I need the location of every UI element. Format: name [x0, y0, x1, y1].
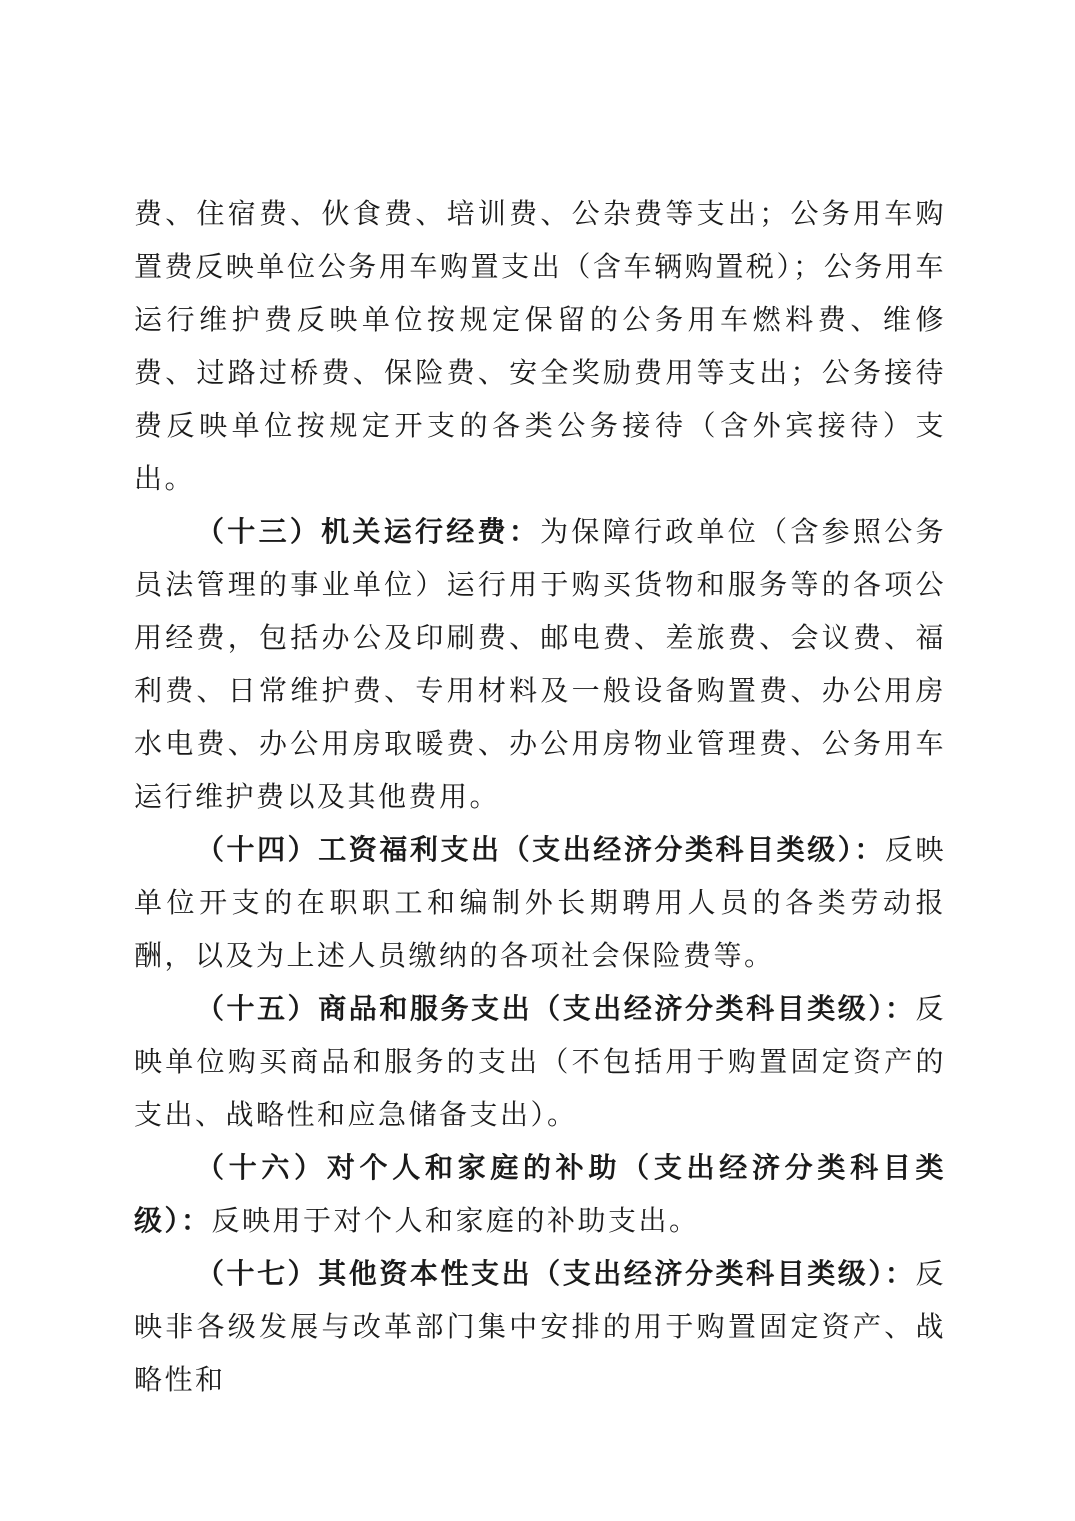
paragraph-text: 反映非各级发展与改革部门集中安排的用于购置固定资产、战略性和: [134, 1257, 946, 1396]
paragraph-text: 反映单位购买商品和服务的支出（不包括用于购置固定资产的支出、战略性和应急储备支出）。: [134, 992, 946, 1131]
paragraph-item-17: [134, 1247, 946, 1406]
paragraph-heading: （十四）工资福利支出（支出经济分类科目类级）：: [196, 833, 885, 866]
paragraph-text: 费、住宿费、伙食费、培训费、公杂费等支出；公务用车购置费反映单位公务用车购置支出（含车辆购置税）；公务用车运行维护费反映单位按规定保留的公务用车燃料费、维修费、过路过桥费、保险费、安全奖励费用等支出；公务接待费反映单位按规定开支的各类公务接待（含外宾接待）支出。: [134, 197, 946, 495]
paragraph-text: 为保障行政单位（含参照公务员法管理的事业单位）运行用于购买货物和服务等的各项公用经费，包括办公及印刷费、邮电费、差旅费、会议费、福利费、日常维护费、专用材料及一般设备购置费、办公用房水电费、办公用房取暖费、办公用房物业管理费、公务用车运行维护费以及其他费用。: [134, 515, 946, 813]
paragraph-continuation: [134, 187, 946, 505]
paragraph-item-15: [134, 982, 946, 1141]
paragraph-heading: （十七）其他资本性支出（支出经济分类科目类级）：: [196, 1257, 916, 1290]
paragraph-text: 反映用于对个人和家庭的补助支出。: [211, 1204, 700, 1237]
paragraph-heading: （十三）机关运行经费：: [196, 515, 541, 548]
paragraph-item-14: [134, 823, 946, 982]
paragraph-heading: （十六）对个人和家庭的补助（支出经济分类科目类级）：: [134, 1151, 946, 1237]
document-body: [134, 187, 946, 1406]
paragraph-item-13: [134, 505, 946, 823]
paragraph-heading: （十五）商品和服务支出（支出经济分类科目类级）：: [196, 992, 916, 1025]
paragraph-text: 反映单位开支的在职职工和编制外长期聘用人员的各类劳动报酬，以及为上述人员缴纳的各项社会保险费等。: [134, 833, 946, 972]
paragraph-item-16: [134, 1141, 946, 1247]
